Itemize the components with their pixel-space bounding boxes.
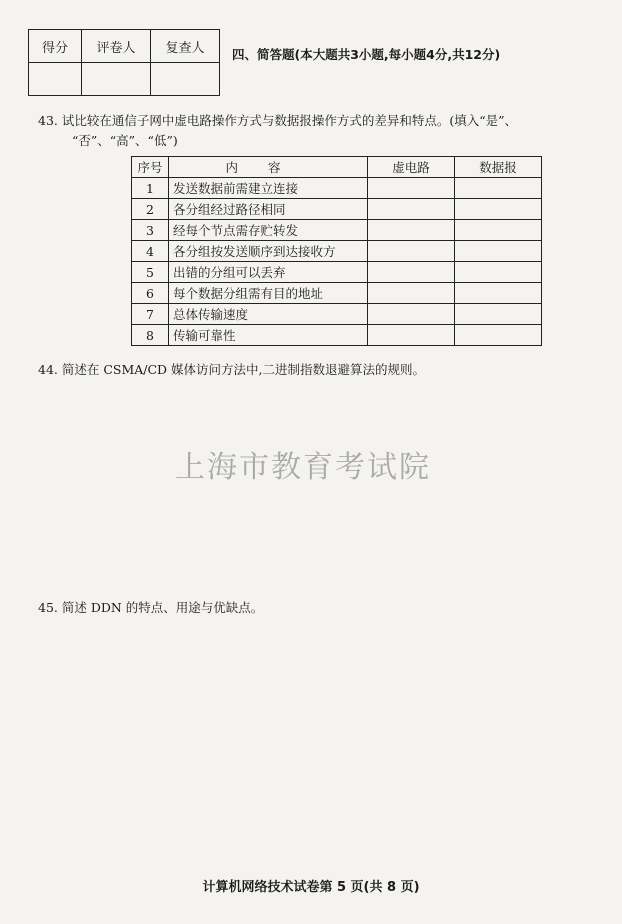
table-row xyxy=(132,241,542,262)
row-content: 总体传输速度 xyxy=(169,304,368,325)
table-row xyxy=(132,220,542,241)
row-content: 经每个节点需存贮转发 xyxy=(169,220,368,241)
row-content: 出错的分组可以丢弃 xyxy=(169,262,368,283)
row-number: 7 xyxy=(132,304,169,325)
row-content: 发送数据前需建立连接 xyxy=(169,178,368,199)
col-header-content: 内容 xyxy=(169,157,368,178)
row-number: 6 xyxy=(132,283,169,304)
col-header-no: 序号 xyxy=(132,157,169,178)
table-row xyxy=(132,283,542,304)
virtual-circuit-answer-cell[interactable] xyxy=(368,199,455,220)
grader-cell[interactable] xyxy=(82,63,151,96)
section-title: 四、简答题(本大题共3小题,每小题4分,共12分) xyxy=(232,47,501,62)
row-content: 传输可靠性 xyxy=(169,325,368,346)
table-row xyxy=(132,325,542,346)
datagram-answer-cell[interactable] xyxy=(455,199,542,220)
question-45: 45. 简述 DDN 的特点、用途与优缺点。 xyxy=(38,600,264,615)
score-header: 得分 xyxy=(29,30,82,63)
page-footer: 计算机网络技术试卷第 5 页(共 8 页) xyxy=(202,880,420,895)
comparison-table xyxy=(131,156,542,346)
score-box xyxy=(28,29,220,96)
virtual-circuit-answer-cell[interactable] xyxy=(368,241,455,262)
question-43-line2: “否”、“高”、“低”) xyxy=(72,133,178,148)
virtual-circuit-answer-cell[interactable] xyxy=(368,178,455,199)
datagram-answer-cell[interactable] xyxy=(455,178,542,199)
row-number: 2 xyxy=(132,199,169,220)
col-header-virtual-circuit: 虚电路 xyxy=(368,157,455,178)
datagram-answer-cell[interactable] xyxy=(455,304,542,325)
datagram-answer-cell[interactable] xyxy=(455,325,542,346)
reviewer-cell[interactable] xyxy=(151,63,220,96)
virtual-circuit-answer-cell[interactable] xyxy=(368,283,455,304)
row-number: 8 xyxy=(132,325,169,346)
row-content: 每个数据分组需有目的地址 xyxy=(169,283,368,304)
table-row xyxy=(132,199,542,220)
col-header-datagram: 数据报 xyxy=(455,157,542,178)
row-number: 3 xyxy=(132,220,169,241)
table-row xyxy=(132,304,542,325)
row-content: 各分组按发送顺序到达接收方 xyxy=(169,241,368,262)
datagram-answer-cell[interactable] xyxy=(455,283,542,304)
datagram-answer-cell[interactable] xyxy=(455,241,542,262)
score-cell[interactable] xyxy=(29,63,82,96)
row-content: 各分组经过路径相同 xyxy=(169,199,368,220)
table-row xyxy=(132,178,542,199)
table-row xyxy=(132,262,542,283)
datagram-answer-cell[interactable] xyxy=(455,262,542,283)
virtual-circuit-answer-cell[interactable] xyxy=(368,325,455,346)
watermark-stamp: 上海市教育考试院 xyxy=(175,450,431,485)
reviewer-header: 复查人 xyxy=(151,30,220,63)
virtual-circuit-answer-cell[interactable] xyxy=(368,304,455,325)
row-number: 1 xyxy=(132,178,169,199)
question-43-line1: 43. 试比较在通信子网中虚电路操作方式与数据报操作方式的差异和特点。(填入“是”、 xyxy=(38,113,518,128)
grader-header: 评卷人 xyxy=(82,30,151,63)
row-number: 4 xyxy=(132,241,169,262)
virtual-circuit-answer-cell[interactable] xyxy=(368,262,455,283)
virtual-circuit-answer-cell[interactable] xyxy=(368,220,455,241)
table-header-row xyxy=(132,157,542,178)
question-44: 44. 简述在 CSMA/CD 媒体访问方法中,二进制指数退避算法的规则。 xyxy=(38,362,426,377)
row-number: 5 xyxy=(132,262,169,283)
datagram-answer-cell[interactable] xyxy=(455,220,542,241)
